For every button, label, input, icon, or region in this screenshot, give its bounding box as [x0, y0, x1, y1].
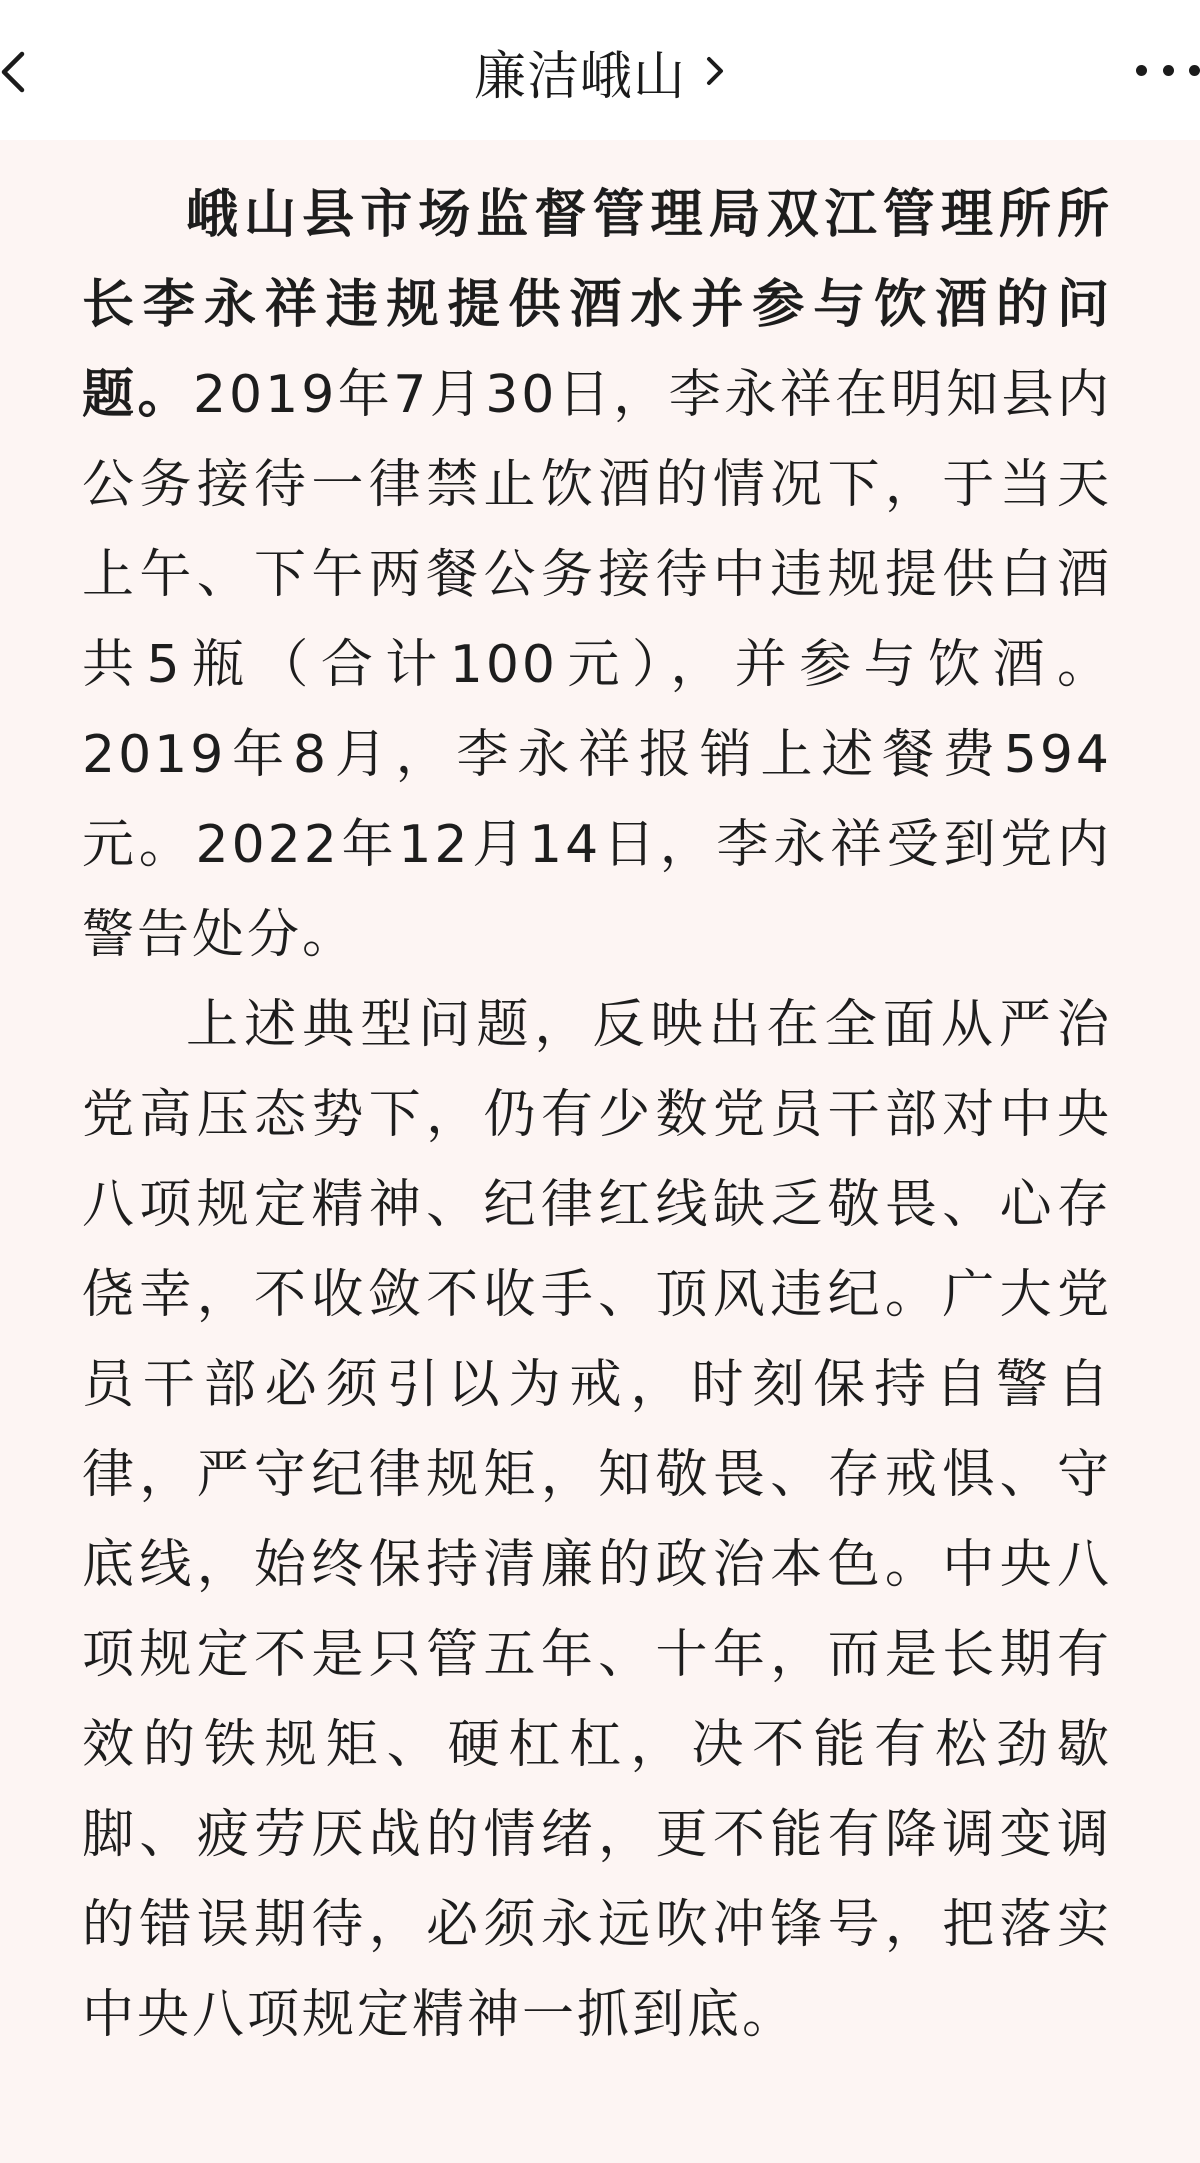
page-title: 廉洁峨山: [473, 46, 686, 107]
more-dots-icon: [1163, 65, 1174, 76]
chevron-right-icon: [704, 53, 726, 89]
article-content-area: [0, 140, 1200, 2163]
top-navigation-bar: [0, 0, 1200, 140]
more-options-button[interactable]: [1136, 50, 1200, 90]
article-paragraph-2: 上述典型问题，反映出在全面从严治党高压态势下，仍有少数党员干部对中央八项规定精神、纪律红线缺乏敬畏、心存侥幸，不收敛不收手、顶风违纪。广大党员干部必须引以为戒，时刻保持自警自律，严守纪律规矩，知敬畏、存戒惧、守底线，始终保持清廉的政治本色。中央八项规定不是只管五年、十年，而是长期有效的铁规矩、硬杠杠，决不能有松劲歇脚、疲劳厌战的情绪，更不能有降调变调的错误期待，必须永远吹冲锋号，把落实中央八项规定精神一抓到底。: [82, 995, 1112, 2045]
case-details: 2019年7月30日，李永祥在明知县内公务接待一律禁止饮酒的情况下，于当天上午、下午两餐公务接待中违规提供白酒共5瓶（合计100元），并参与饮酒。2019年8月，李永祥报销上述餐费594元。2022年12月14日，李永祥受到党内警告处分。: [82, 365, 1112, 965]
article-paragraph-1: [82, 170, 1112, 980]
article-body: [82, 170, 1112, 2060]
more-dots-icon: [1136, 65, 1147, 76]
account-title-link[interactable]: [0, 36, 1200, 106]
case-heading: 峨山县市场监督管理局双江管理所所长李永祥违规提供酒水并参与饮酒的问题。: [82, 185, 1112, 425]
more-dots-icon: [1189, 65, 1200, 76]
